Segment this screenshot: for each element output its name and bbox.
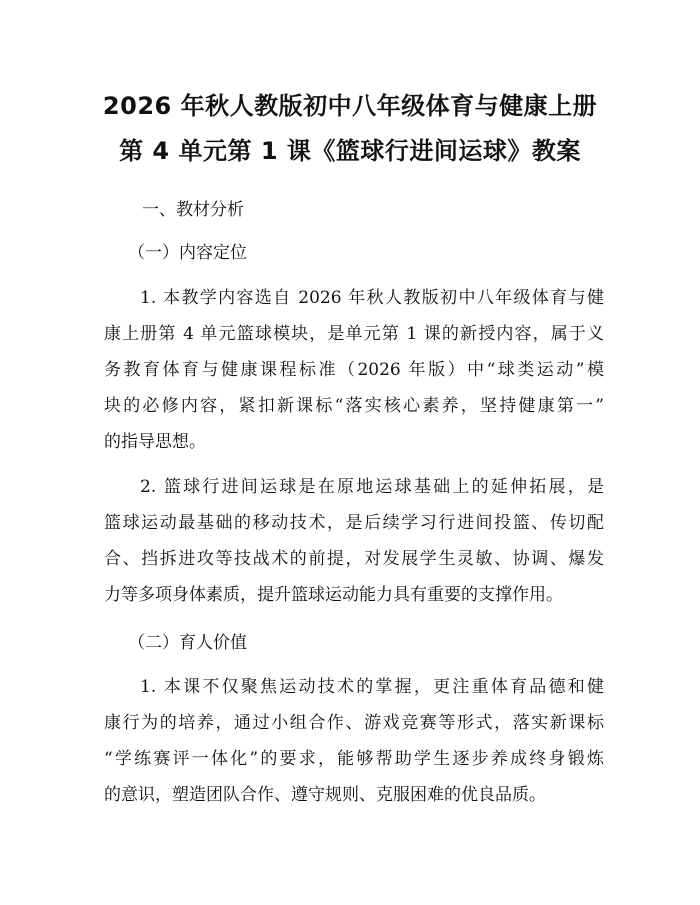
paragraph-line: “学练赛评一体化”的要求，能够帮助学生逐步养成终身锻炼	[104, 749, 604, 769]
paragraph-line: 力等多项身体素质，提升篮球运动能力具有重要的支撑作用。	[104, 585, 563, 605]
paragraph-line: 康上册第 4 单元篮球模块，是单元第 1 课的新授内容，属于义	[104, 324, 604, 344]
subsection-heading-content-positioning: （一）内容定位	[128, 243, 247, 263]
subsection-heading-educational-value: （二）育人价值	[128, 633, 247, 653]
document-title-line1: 2026 年秋人教版初中八年级体育与健康上册	[102, 92, 598, 120]
paragraph-line: 康行为的培养，通过小组合作、游戏竞赛等形式，落实新课标	[104, 713, 604, 733]
paragraph-line: 篮球运动最基础的移动技术，是后续学习行进间投篮、传切配	[104, 513, 604, 533]
paragraph-line: 的意识，塑造团队合作、遵守规则、克服困难的优良品质。	[104, 785, 546, 805]
paragraph-line: 合、挡拆进攻等技战术的前提，对发展学生灵敏、协调、爆发	[104, 549, 604, 569]
paragraph-line: 的指导思想。	[104, 432, 206, 452]
document-title-line2: 第 4 单元第 1 课《篮球行进间运球》教案	[119, 137, 581, 165]
paragraph-line: 2. 篮球行进间运球是在原地运球基础上的延伸拓展，是	[140, 477, 604, 497]
paragraph-line: 块的必修内容，紧扣新课标“落实核心素养，坚持健康第一”	[104, 396, 604, 416]
paragraph-line: 务教育体育与健康课程标准（2026 年版）中“球类运动”模	[104, 360, 604, 380]
paragraph-dribbling-role	[104, 469, 604, 613]
paragraph-line: 1. 本课不仅聚焦运动技术的掌握，更注重体育品德和健	[140, 677, 604, 697]
paragraph-educational-value	[104, 669, 604, 813]
paragraph-line: 1. 本教学内容选自 2026 年秋人教版初中八年级体育与健	[140, 288, 604, 308]
section-heading-textbook-analysis: 一、教材分析	[142, 200, 244, 220]
paragraph-content-source	[104, 280, 604, 460]
